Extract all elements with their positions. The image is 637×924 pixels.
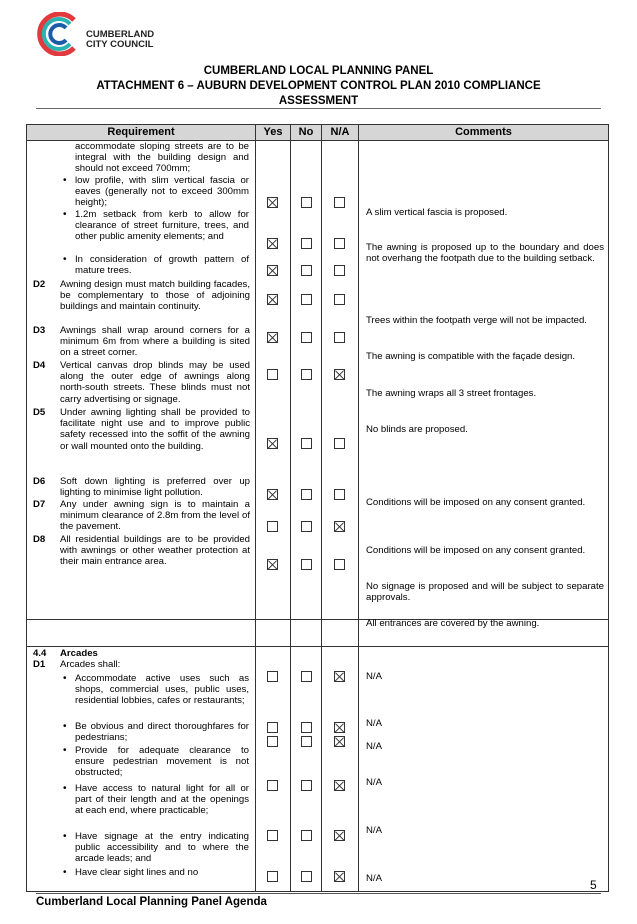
- checkbox-yes-checked: [267, 294, 278, 305]
- checkbox-yes-checked: [267, 438, 278, 449]
- header-na: N/A: [322, 125, 359, 141]
- header-line3: ASSESSMENT: [278, 95, 359, 107]
- yes-cell: [256, 647, 290, 891]
- comments-cell: [359, 141, 608, 619]
- requirement-text: Accommodate active uses such as shops, commercial uses, public uses, residential lobbies, cafes or restaurants;: [75, 673, 249, 707]
- no-cell-tail: [291, 620, 321, 646]
- comment-text: N/A: [366, 873, 382, 884]
- comment-text: No signage is proposed and will be subject to separate approvals.: [366, 581, 604, 604]
- checkbox-na-checked: [334, 722, 345, 733]
- checkbox-na-checked: [334, 780, 345, 791]
- requirement-text: Awning design must match building facades, be complementary to those of adjoining buildings and maintain continuity.: [60, 279, 250, 313]
- na-cell: [322, 647, 358, 891]
- comment-text: The awning wraps all 3 street frontages.: [366, 388, 537, 399]
- requirement-text: low profile, with slim vertical fascia or eaves (generally not to exceed 300mm height);: [75, 175, 249, 209]
- table-row: [27, 620, 609, 647]
- comment-text: N/A: [366, 777, 382, 788]
- na-cell: [322, 141, 358, 619]
- comments-cell-tail: [359, 620, 608, 646]
- checkbox-yes: [267, 871, 278, 882]
- na-cell-tail: [322, 620, 358, 646]
- checkbox-no: [301, 294, 312, 305]
- header-comments: Comments: [359, 125, 609, 141]
- checkbox-yes: [267, 521, 278, 532]
- checkbox-yes-checked: [267, 332, 278, 343]
- requirement-text: Under awning lighting shall be provided to facilitate night use and to improve public safety recessed into the soffit of the awning or wall mounted onto the building.: [60, 407, 250, 452]
- code: D7: [33, 499, 46, 510]
- requirement-text: accommodate sloping streets are to be integral with the building design and should not exceed 700mm;: [75, 141, 249, 175]
- section-number: 4.4: [33, 648, 47, 659]
- requirement-text: Any under awning sign is to maintain a minimum clearance of 2.8m from the level of the pavement.: [60, 499, 250, 533]
- header-line1: CUMBERLAND LOCAL PLANNING PANEL: [203, 65, 434, 77]
- checkbox-no: [301, 265, 312, 276]
- requirement-text: Vertical canvas drop blinds may be used along the outer edge of awnings along north-south streets. These blinds must not carry advertising or signage.: [60, 360, 250, 405]
- header-divider: [36, 108, 601, 109]
- bullet: •: [63, 673, 67, 684]
- comment-text: Conditions will be imposed on any consent granted.: [366, 497, 586, 508]
- table-header-row: [27, 125, 609, 141]
- bullet: •: [63, 745, 67, 756]
- checkbox-yes-checked: [267, 238, 278, 249]
- bullet: •: [63, 783, 67, 794]
- checkbox-no: [301, 780, 312, 791]
- checkbox-yes-checked: [267, 559, 278, 570]
- checkbox-yes: [267, 736, 278, 747]
- checkbox-no: [301, 332, 312, 343]
- header-no: No: [291, 125, 322, 141]
- checkbox-yes-checked: [267, 265, 278, 276]
- checkbox-yes-checked: [267, 489, 278, 500]
- comments-cell: [359, 647, 608, 891]
- footer-title: Cumberland Local Planning Panel Agenda: [36, 896, 267, 908]
- requirement-text: In consideration of growth pattern of mature trees.: [75, 254, 249, 277]
- requirement-text: Have signage at the entry indicating public accessibility and to where the arcade leads; and: [75, 831, 249, 865]
- requirement-cell-tail: [27, 620, 255, 646]
- checkbox-na: [334, 489, 345, 500]
- comment-text: N/A: [366, 741, 382, 752]
- header-yes: Yes: [256, 125, 291, 141]
- checkbox-no: [301, 722, 312, 733]
- checkbox-no: [301, 489, 312, 500]
- comment-text: Conditions will be imposed on any consent granted.: [366, 545, 586, 556]
- checkbox-na: [334, 332, 345, 343]
- code: D4: [33, 360, 46, 371]
- logo-text: CUMBERLAND CITY COUNCIL: [86, 29, 155, 50]
- checkbox-na: [334, 438, 345, 449]
- bullet: •: [63, 721, 67, 732]
- bullet: •: [63, 254, 67, 265]
- council-logo: [36, 12, 80, 56]
- requirement-text: 1.2m setback from kerb to allow for clearance of street furniture, trees, and other public amenity elements; and: [75, 209, 249, 243]
- requirement-text: Awnings shall wrap around corners for a minimum 6m from where a building is sited on a street corner.: [60, 325, 250, 359]
- checkbox-na-checked: [334, 521, 345, 532]
- comment-text: N/A: [366, 825, 382, 836]
- checkbox-no: [301, 369, 312, 380]
- yes-cell-tail: [256, 620, 290, 646]
- checkbox-na: [334, 559, 345, 570]
- bullet: •: [63, 175, 67, 186]
- requirement-text: Provide for adequate clearance to ensure pedestrian movement is not obstructed;: [75, 745, 249, 779]
- code: D1: [33, 659, 46, 670]
- requirement-text: Have access to natural light for all or part of their length and at the openings at each end, where practicable;: [75, 783, 249, 817]
- requirement-cell: [27, 141, 255, 619]
- checkbox-na-checked: [334, 671, 345, 682]
- checkbox-yes-checked: [267, 197, 278, 208]
- section-title: Arcades: [60, 648, 98, 659]
- checkbox-no: [301, 559, 312, 570]
- table-row: [27, 647, 609, 892]
- checkbox-yes: [267, 671, 278, 682]
- checkbox-no: [301, 871, 312, 882]
- requirement-text: All residential buildings are to be provided with awnings or other weather protection at their main entrance area.: [60, 534, 250, 568]
- code: D2: [33, 279, 46, 290]
- comment-text: N/A: [366, 718, 382, 729]
- header-line2: ATTACHMENT 6 – AUBURN DEVELOPMENT CONTROL PLAN 2010 COMPLIANCE: [96, 80, 541, 92]
- bullet: •: [63, 209, 67, 220]
- checkbox-na-checked: [334, 830, 345, 841]
- checkbox-na: [334, 294, 345, 305]
- checkbox-na: [334, 265, 345, 276]
- bullet: •: [63, 867, 67, 878]
- no-cell: [291, 647, 321, 891]
- requirement-text: Soft down lighting is preferred over up lighting to minimise light pollution.: [60, 476, 250, 499]
- checkbox-yes: [267, 369, 278, 380]
- comment-text: Trees within the footpath verge will not be impacted.: [366, 315, 587, 326]
- page-number: 5: [590, 878, 597, 892]
- checkbox-no: [301, 671, 312, 682]
- checkbox-no: [301, 438, 312, 449]
- code: D6: [33, 476, 46, 487]
- no-cell: [291, 141, 321, 619]
- checkbox-no: [301, 197, 312, 208]
- checkbox-na-checked: [334, 736, 345, 747]
- checkbox-na: [334, 197, 345, 208]
- checkbox-na: [334, 238, 345, 249]
- comment-text: No blinds are proposed.: [366, 424, 468, 435]
- comment-text: All entrances are covered by the awning.: [366, 618, 540, 629]
- bullet: •: [63, 831, 67, 842]
- comment-text: A slim vertical fascia is proposed.: [366, 207, 508, 218]
- requirement-cell: [27, 647, 255, 891]
- code: D5: [33, 407, 46, 418]
- code: D3: [33, 325, 46, 336]
- comment-text: The awning is proposed up to the boundary and does not overhang the footpath due to the building setback.: [366, 242, 604, 265]
- checkbox-no: [301, 521, 312, 532]
- table-row: [27, 141, 609, 620]
- requirement-text: Have clear sight lines and no: [75, 867, 199, 878]
- checkbox-no: [301, 830, 312, 841]
- compliance-table: [26, 124, 609, 892]
- checkbox-na-checked: [334, 871, 345, 882]
- code: D8: [33, 534, 46, 545]
- section-intro: Arcades shall:: [60, 659, 121, 670]
- header-requirement: Requirement: [27, 125, 256, 141]
- comment-text: N/A: [366, 671, 382, 682]
- requirement-text: Be obvious and direct thoroughfares for pedestrians;: [75, 721, 249, 744]
- checkbox-no: [301, 238, 312, 249]
- checkbox-no: [301, 736, 312, 747]
- comment-text: The awning is compatible with the façade design.: [366, 351, 576, 362]
- footer-divider: [36, 893, 601, 894]
- checkbox-na-checked: [334, 369, 345, 380]
- checkbox-yes: [267, 722, 278, 733]
- yes-cell: [256, 141, 290, 619]
- checkbox-yes: [267, 830, 278, 841]
- checkbox-yes: [267, 780, 278, 791]
